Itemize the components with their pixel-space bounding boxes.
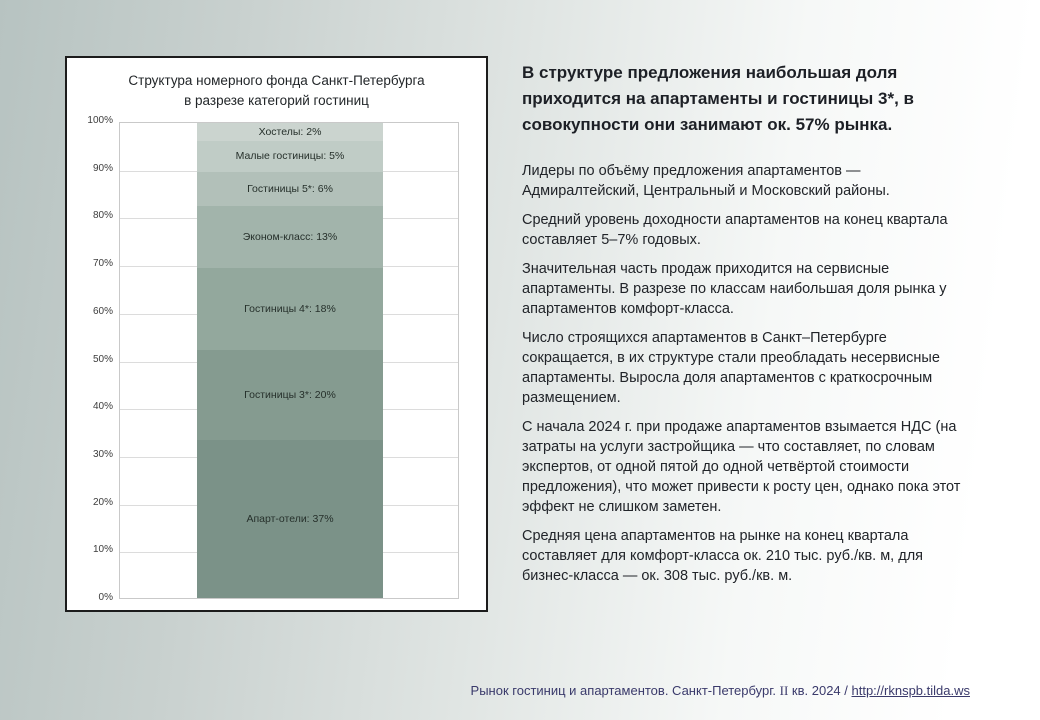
body-paragraphs [522, 161, 974, 586]
footer [471, 683, 970, 699]
bar-segment-label: Малые гостиницы: 5% [235, 150, 345, 163]
lead-paragraph: В структуре предложения наибольшая доля приходится на апартаменты и гостиницы 3*, в совокупности они занимают ок. 57% рынка. [522, 63, 914, 134]
bar-segment-label: Гостиницы 3*: 20% [244, 389, 336, 402]
footer-link[interactable]: http://rknspb.tilda.ws [851, 683, 970, 698]
bar-segment-label: Гостиницы 5*: 6% [247, 182, 333, 195]
bar-segment-label: Апарт-отели: 37% [246, 512, 334, 525]
bar-segment [197, 440, 383, 598]
y-tick-label: 60% [92, 305, 113, 317]
chart-title [67, 71, 486, 112]
paragraph: С начала 2024 г. при продаже апартаментов взымается НДС (на затраты на услуги застройщика — что составляет, по словам экспертов, от одной пятой до одной четвёртой стоимости предложения), что может привести к росту цен, однако пока этот эффект не слишком заметен. [522, 419, 961, 516]
y-tick-label: 30% [92, 448, 113, 460]
bar-segment [197, 172, 383, 206]
paragraph: Средняя цена апартаментов на рынке на конец квартала составляет для комфорт-класса ок. 210 тыс. руб./кв. м, для бизнес-класса — ок. 308 тыс. руб./кв. м. [522, 528, 924, 585]
bar-segment [197, 350, 383, 440]
y-tick-label: 100% [87, 115, 113, 126]
footer-roman-numeral: II [779, 683, 789, 698]
bar-segment-label: Хостелы: 2% [258, 125, 322, 138]
footer-text-2: кв. 2024 / [788, 683, 852, 698]
paragraph: Средний уровень доходности апартаментов на конец квартала составляет 5–7% годовых. [522, 212, 948, 249]
stacked-bar [197, 123, 383, 598]
chart-title-line1: Структура номерного фонда Санкт-Петербурга [128, 73, 425, 88]
bar-segment-label: Гостиницы 4*: 18% [244, 303, 336, 316]
bar-segment [197, 123, 383, 141]
y-tick-label: 70% [92, 258, 113, 270]
footer-text: Рынок гостиниц и апартаментов. Санкт-Петербург. [470, 683, 780, 698]
y-tick-label: 0% [98, 592, 113, 603]
y-tick-label: 50% [92, 353, 113, 365]
bar-segment-label: Эконом-класс: 13% [242, 231, 338, 243]
y-tick-label: 80% [92, 210, 113, 222]
y-tick-label: 10% [92, 544, 113, 556]
text-column [522, 60, 974, 595]
y-tick-label: 20% [92, 496, 113, 508]
plot-area [119, 122, 459, 599]
chart-title-line2: в разрезе категорий гостиниц [184, 93, 369, 109]
paragraph: Число строящихся апартаментов в Санкт–Петербурге сокращается, в их структуре стали преобладать несервисные апартаменты. Выросла доля апартаментов с краткосрочным размещением. [522, 330, 940, 407]
paragraph: Значительная часть продаж приходится на сервисные апартаменты. В разрезе по классам наибольшая доля рынка у апартаментов комфорт-класса. [522, 261, 947, 318]
paragraph: Лидеры по объёму предложения апартаментов — Адмиралтейский, Центральный и Московский районы. [522, 163, 890, 200]
bar-segment [197, 206, 383, 268]
chart-panel [65, 56, 488, 612]
y-tick-label: 90% [92, 162, 113, 174]
y-tick-label: 40% [92, 401, 113, 413]
bar-segment [197, 268, 383, 350]
bar-segment [197, 141, 383, 171]
